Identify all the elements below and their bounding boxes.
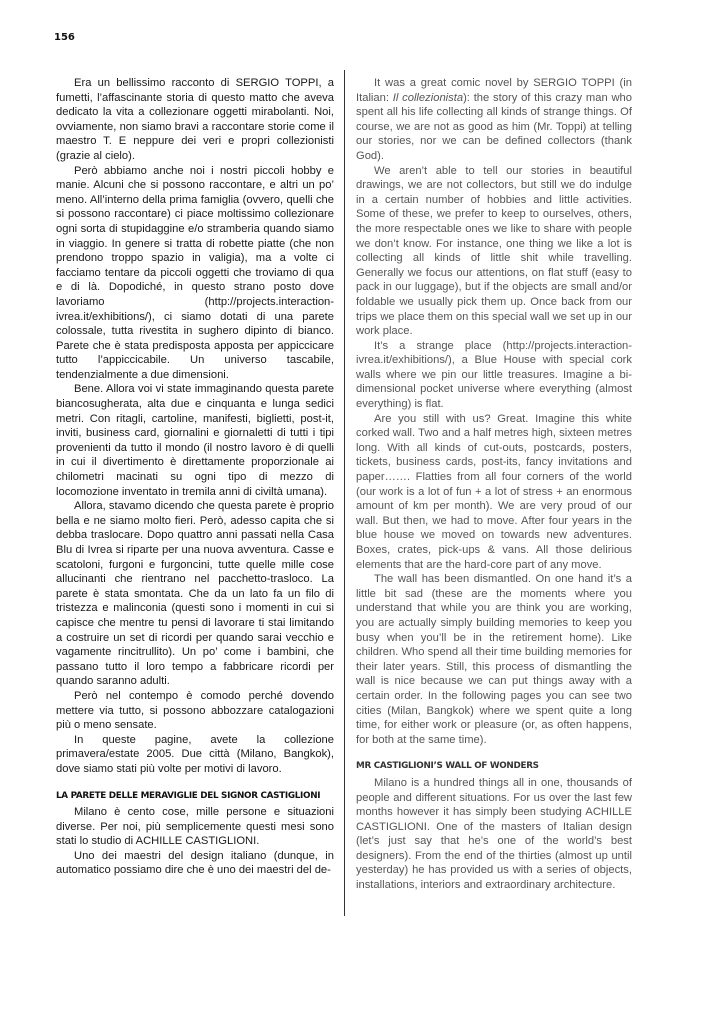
paragraph: Allora, stavamo dicendo che questa parete è proprio bella e ne siamo molto fieri. Però, adesso capita che si debba traslocare. Dopo quattro anni passati nella Casa Blu di Ivrea si riparte per una nuova avventura. Casse e scatoloni, furgoni e furgoncini, tutte quelle mille cose allucinanti che rientrano nel pacchetto-trasloco. La parete è stata smontata. Che da un lato fa un filo di tristezza e malinconia (questi sono i momenti in cui si capisce che mentre tu pensi di lavorare ti stai limitando a costruire un set di ricordi per quando sarai vecchio e vagamente rincitrullito). Un po’ come i bambini, che passano tutto il loro tempo a fabbricare ricordi per quando saranno adulti. <box>56 500 334 688</box>
english-column <box>356 76 632 893</box>
paragraph: Era un bellissimo racconto di SERGIO TOPPI, a fumetti, l’affascinante storia di questo matto che aveva dedicato la vita a collezionare oggetti mirabolanti. Noi, ovviamente, non siamo bravi a raccontare storie come il maestro T. E neppure dei veri e propri collezionisti (grazie al cielo). <box>56 77 334 162</box>
section-heading: LA PARETE DELLE MERAVIGLIE DEL SIGNOR CASTIGLIONI <box>56 790 321 801</box>
paragraph: We aren’t able to tell our stories in beautiful drawings, we are not collectors, but still we do indulge in a certain number of hobbies and little activities. Some of these, we prefer to keep to ourselves, others, the more respectable ones we like to share with people we don’t know. For instance, one thing we like a lot is collecting all kinds of little shit while travelling. Generally we focus our attentions, on flat stuff (easy to pack in our luggage), but if the objects are small and/or foldable we usually pick them up. Once back from our trips we place them on this special wall we set up in our work place. <box>356 164 632 338</box>
paragraph: It’s a strange place (http://projects.interaction-ivrea.it/exhibitions/), a Blue House with special cork walls where we pin our little treasures. Imagine a bi-dimensional pocket universe where everything (almost everything) is flat. <box>356 339 632 411</box>
paragraph: Are you still with us? Great. Imagine this white corked wall. Two and a half metres high, sixteen metres long. With all kinds of cut-outs, postcards, posters, tickets, business cards, post-its, fancy invitations and paper……. Flatties from all four corners of the world (our work is a lot of fun + a lot of stress + an enormous amount of km per month). We are very proud of our wall. But then, we had to move. After four years in the blue house we moved on towards new adventures. Boxes, crates, pick-ups & vans. All those delirious elements that are the hard-core part of any move. <box>356 412 632 571</box>
paragraph: Milano è cento cose, mille persone e situazioni diverse. Per noi, più semplicemente questi mesi sono stati lo studio di ACHILLE CASTIGLIONI. <box>56 806 334 848</box>
paragraph: Però nel contempo è comodo perché dovendo mettere via tutto, si possono abbozzare catalogazioni più o meno sensate. <box>56 689 334 732</box>
paragraph: Però abbiamo anche noi i nostri piccoli hobby e manie. Alcuni che si possono raccontare, e altri un po’ meno. All’interno della prima famiglia (ovvero, quelli che si possono raccontare) ci piace moltissimo collezionare ogni sorta di stupidaggine e/o stramberia quando siamo in viaggio. In genere si tratta di robette piatte (che non prendono troppo spazio in valigia), ma a volte ci facciamo tentare da piccoli oggetti che troviamo di qua e di là. Dopodiché, in questo strano posto dove lavoriamo (http://projects.interaction-ivrea.it/exhibitions/), ci siamo dotati di una parete colossale, tutta rivestita in sughero dipinto di bianco. Parete che è stata predisposta apposta per appiccicare tutto l’appiccicabile. Un universo tascabile, tendenzialmente a due dimensioni. <box>56 164 334 381</box>
paragraph: Milano is a hundred things all in one, thousands of people and different situations. For us over the last few months however it has simply been studying ACHILLE CASTIGLIONI. One of the masters of Italian design (let’s just say that he’s one of the world’s best designers). From the end of the thirties (almost up until yesterday) he has provided us with a series of objects, installations, interiors and extraordinary architecture. <box>356 776 632 892</box>
section-heading: MR CASTIGLIONI’S WALL OF WONDERS <box>356 761 539 772</box>
paragraph: The wall has been dismantled. On one hand it’s a little bit sad (these are the moments where you understand that while you are think you are working, you are actually simply building memories to keep you busy when you’ll be in the retirement home). Like children. Who spend all their time building memories for their later years. Still, this process of dismantling the wall is nice because we can put things away with a certain order. In the following pages you can see two cities (Milan, Bangkok) where we spent quite a long time, for either work or pleasure (or, as often happens, for both at the same time). <box>356 573 632 746</box>
paragraph-text: ): the story of this crazy man who spent all his life collecting all kinds of strange things. Of course, we are not as good as him (Mr. Toppi) at telling our stories, nor we can be defined collectors (thank God). <box>356 91 632 162</box>
page-number: 156 <box>54 32 75 43</box>
column-divider <box>344 70 345 916</box>
paragraph: Bene. Allora voi vi state immaginando questa parete biancosugherata, alta due e cinquanta e lunga sedici metri. Con ritagli, cartoline, manifesti, biglietti, post-it, inviti, business card, giornalini e giornaletti di tutti i tipi provenienti da tutto il mondo (il nostro lavoro è di quelli in cui il divertimento è direttamente proporzionale ai chilometri macinati su ogni tipo di mezzo di locomozione inventato in tremila anni di civiltà umana). <box>56 383 334 498</box>
paragraph: Uno dei maestri del design italiano (dunque, in automatico possiamo dire che è uno dei maestri del de- <box>56 849 334 877</box>
paragraph-text: It was a great comic novel by SERGIO TOPPI (in Italian: <box>356 77 632 104</box>
paragraph: In queste pagine, avete la collezione primavera/estate 2005. Due città (Milano, Bangkok), dove siamo stati più volte per motivi di lavoro. <box>56 733 334 775</box>
italian-column <box>56 76 334 878</box>
paragraph <box>356 76 632 164</box>
book-title: Il collezionista <box>392 91 464 104</box>
